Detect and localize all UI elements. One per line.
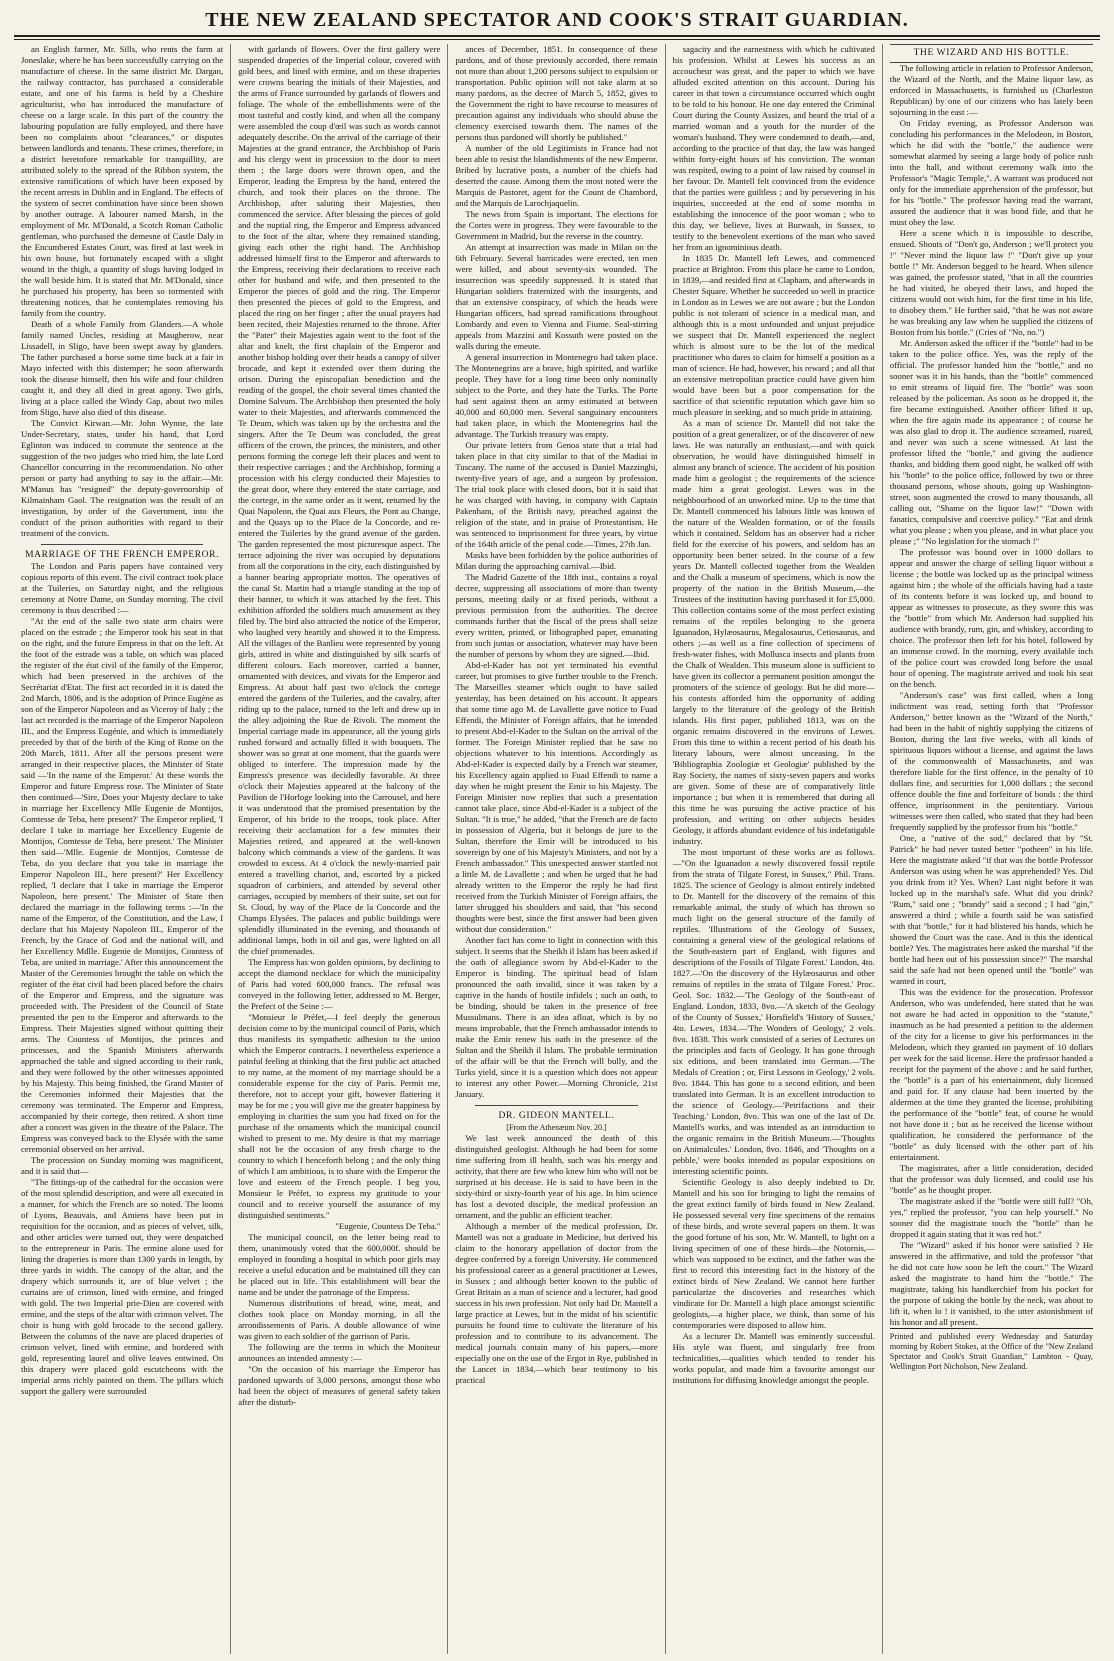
article-paragraph: The following article in relation to Professor Anderson, the Wizard of the North, and the Maine liquor law, as enforced in Massachusetts, is furnished us (Charleston Republican) by one of our citizens who has lately been sojourning in the east :— [889, 63, 1093, 117]
letter-signature: "Eugenie, Countess De Teba." [335, 1221, 441, 1231]
article-paragraph: The procession on Sunday morning was magnificent, and it is said that— [21, 1155, 224, 1176]
column-3 [448, 44, 665, 1654]
divider [41, 544, 203, 545]
article-paragraph: The magistrate asked if the "bottle were still full? "Oh, yes," replied the professor, "you can help yourself." No sooner did the magistrate touch the "bottle" than he dropped it again stating that it was red hot." [889, 1196, 1093, 1239]
article-paragraph: Our private letters from Genoa state that a trial had taken place in that city similar to that of the Madiai in Tuscany. The name of the accused is Daniel Mazzinghi, twenty-five years of age, and a surgeon by profession. The trial took place with closed doors, but it is said that he was charged with having, in company with Captain Pakenham, of the British navy, preached against the religion of the state, and in praise of Protestantism. He was sentenced to imprisonment for three years, by virtue of the 164th article of the penal code.—Times, 27th Jan. [455, 440, 658, 549]
article-paragraph: The following are the terms in which the Moniteur announces an intended amnesty :— [238, 1342, 441, 1363]
article-paragraph: Abd-el-Kader has not yet terminated his eventful career, but promises to give further trouble to the French. The Marseilles steamer which ought to have sailed yesterday, has been detained on his account. It appears that some time ago M. de Lavallette gave notice to Fuad Effendi, the Minister of Foreign affairs, that he intended to present Abd-el-Kader to the Sultan on the arrival of the former. The Foreign Minister replied that he saw no objections whatever to his intentions. Accordingly as Abd-el-Kader is expected daily by a French war steamer, his Excellency again applied to Fuad Effendi to name a day when he might present the Emir to his Majesty. The Foreign Minister now replies that such a presentation cannot take place, since Abd-el-Kader is a subject of the Sultan. "It is true," he added, "that the French are de facto in possession of Algeria, but it belongs de jure to the Sultan, therefore the Emir will be introduced to his sovereign by one of his Majesty's Ministers, and not by a French ambassador." This unexpected answer startled not a little M. de Lavallette ; and when he urged that he had already written to the Emperor the reply he had first received from the Turkish Minister of Foreign affairs, the latter shrugged his shoulders and said, that "his second thoughts were best, since the first answer had been given without due consideration." [455, 660, 658, 934]
article-paragraph: "On the occasion of his marriage the Emperor has pardoned upwards of 3,000 persons, amongst those who had been the object of measures of general safety taken after the disturb- [238, 1364, 441, 1407]
headline-mantell: DR. GIDEON MANTELL. [498, 1111, 615, 1121]
article-paragraph: This was the evidence for the prosecution. Professor Anderson, who was undefended, here stated that he was not aware he had acted in opposition to the "statute," inasmuch as he had presented a petition to the aldermen of the city for a license to give his performances in the Melodeon, which they granted on payment of 10 dollars per week for the said license. Here the professor handed a receipt for the payment of the above : and he said further, the "bottle" is a part of his entertainment, duly licensed and paid for. If any clause had been inserted by the aldermen at the time they granted the license, prohibiting the performance of the "bottle" feat, of course he would not have done it ; but as he received the license without qualification, he considered the performance of the "bottle" as duly licensed with the other part of his entertainment. [889, 987, 1093, 1162]
article-paragraph: As a lecturer Dr. Mantell was eminently successful. His style was fluent, and singularly free from technicalities,—qualities which tended to render his works popular, and made him a favourite amongst our institutions for diffusing knowledge amongst the people. [672, 1331, 875, 1385]
masthead-rule [14, 35, 1100, 40]
imprint: Printed and published every Wednesday and Saturday morning by Robert Stokes, at the Office of the "New Zealand Spectator and Cook's Strait Guardian," Lambton - Quay, Wellington Port Nicholson, New Zealand. [890, 1328, 1093, 1372]
article-paragraph: The London and Paris papers have contained very copious reports of this event. The civil contract took place at the Tuileries, on Saturday night, and the religious ceremony at Notre Dame, on Sunday morning. The civil ceremony is thus described :— [21, 561, 224, 615]
article-paragraph: An attempt at insurrection was made in Milan on the 6th February. Several barricades were erected, ten men were killed, and about seventy-six wounded. The insurrection was speedily suppressed. It is stated that Hungarian soldiers fraternized with the insurgents, and that an extensive conspiracy, of which the heads were Hungarian officers, had spread ramifications throughout Lombardy and even to Vienna and Fiume. Seal-stirring appeals from Mazzini and Kossuth were posted on the walls during the emeute. [455, 242, 658, 351]
article-paragraph: Death of a whole Family from Glanders.—A whole family named Uncles, residing at Maugherow, near Lissadell, in Sligo, have been swept away by glanders. The father purchased a horse some time back at a fair in Mayo infected with this distemper; he soon afterwards took the disease himself, then his wife and four children caught it, and they all died in great agony. Two girls, living at a place called the Windy Gap, about two miles from Sligo, have also died of this disease. [21, 319, 224, 417]
article-paragraph: "Anderson's case" was first called, when a long indictment was read, setting forth that "Professor Anderson," better known as the "Wizard of the North," had been in the habit of nightly supplying the citizens of Boston, during the last five weeks, with all kinds of spirituous liquors without a license, and against the laws of the commonwealth of Massachusetts, and was therefore liable for the first offence, in the penalty of 10 dollars fine, and securities for 1,000 dollars ; the second offence double the fine and forfeiture of bonds : the third offence, imprisonment in the penitentiary. Various witnesses were then called, who stated that they had been frequently supplied by the professor from his "bottle." [889, 690, 1093, 832]
article-paragraph: The "Wizard" asked if his honor were satisfied ? He answered in the affirmative, and told the professor "that he did not care how soon he left the court." The Wizard asked the magistrate to hand him the "bottle." The magistrate, taking his handkerchief from his pocket for the purpose of taking the bottle by the neck, was about to lift it, when lo ! it vanished, to the utter astonishment of his honor and all present. [889, 1240, 1093, 1327]
column-5 [883, 44, 1100, 1654]
article-paragraph: The Empress has won golden opinions, by declining to accept the diamond necklace for which the municipality of Paris had voted 600,000 francs. The refusal was conveyed in the following letter, addressed to M. Berger, the Prefect of the Seine :— [238, 957, 441, 1011]
column-4 [666, 44, 883, 1654]
article-paragraph: "Monsieur le Préfet,—I feel deeply the generous decision come to by the municipal council of Paris, which thus manifests its sympathetic adhesion to the union which the Emperor contracts. I nevertheless experience a painful feeling at thinking that the first public act attached to my name, at the moment of my marriage should be a considerable expense for the city of Paris. Permit me, therefore, not to accept your gift, however flattering it may be for me ; you will give me the greater happiness by employing in charities the sum you had fixed on for the purchase of the ornaments which the municipal council wished to present to me. My desire is that my marriage shall not be the occasion of any fresh charge to the country to which I henceforth belong ; and the only thing of which I am ambitious, is to share with the Emperor the love and esteem of the French people. I beg you, Monsieur le Préfet, to express my gratitude to your council and to receive yourself the assurance of my distinguished sentiments." [238, 1012, 441, 1220]
headline-marriage: MARRIAGE OF THE FRENCH EMPEROR. [25, 550, 220, 560]
article-paragraph: The magistrates, after a little consideration, decided that the professor was duly licensed, and could use his "bottle" as he thought proper. [889, 1163, 1093, 1195]
article-paragraph: As a man of science Dr. Mantell did not take the position of a great generalizer, or of the discoverer of new laws. He was naturally an enthusiast,—and with quick observation, he would have distinguished himself in almost any branch of science. The accident of his position made him a geologist ; the requirements of the science made him a great geologist. Lewes was in the neighbourhood of an unworked mine. Up to the time that Dr. Mantell commenced his labours little was known of the nature of the Wealden formation, or of the fossils which it contained. Seldom has an observer had a richer field for the exercise of his powers, and seldom has an opportunity been better seized. In the course of a few years Dr. Mantell collected together from the Wealden and the Chalk a museum of specimens, which is now the property of the nation in the British Museum,—the Trustees of the institution having purchased it for £5,000. This collection contains some of the most perfect existing remains of the reptiles belonging to the genera Iguanadon, Hylæosaurus, Megalosaurus, Cetiosaurus, and others ;—as well as a fine collection of specimens of fresh-water fishes, with Mollusca insects and plants from the Chalk of Wealden. This museum alone is sufficient to have given its collector a permanent position amongst the promoters of the science of geology. But he did more—his contests afforded him the opportunity of adding largely to the literature of the geology of the British islands. His first paper, published 1813, was on the organic remains discovered in the environs of Lewes. From this time to within a recent period of his death his literary labours, were almost unceasing. In the 'Bibliographia Zoologiæ et Geologiæ' published by the Ray Society, the names of sixty-seven papers and works are given. Some of these are of comparatively little importance ; but when it is remembered that during all this time he was pursuing the active practice of his profession, and writing on other subjects besides Geology, it affords abundant evidence of his indefatigable industry. [672, 418, 875, 846]
article-paragraph: Masks have been forbidden by the police authorities of Milan during the approaching carnival.—Ibid. [455, 550, 658, 571]
article-paragraph: Here a scene which it is impossible to describe, ensued. Shouts of "Don't go, Anderson ; we'll protect you !" "Never mind the liquor law !" "Don't give up your bottle !" Mr. Anderson begged to be heard. When silence was gained, the professor stated, "that in all the countries he had visited, he obeyed their laws, and hoped the citizens would not wish him, for the first time in his life, to disobey them." He further said, "that he was not aware he was breaking any law when he supplied the citizens of Boston from his bottle." (Cries of "No, no.") [889, 228, 1093, 337]
article-paragraph: Numerous distributions of bread, wine, meat, and clothes took place on Monday morning, in all the arrondissements of Paris. A double allowance of wine was given to each soldier of the garrison of Paris. [238, 1298, 441, 1341]
column-1 [14, 44, 231, 1654]
article-paragraph: ances of December, 1851. In consequence of these pardons, and of those previously accorded, there remain not more than about 1,200 persons subject to expulsion or transportation. Public opinion will not take alarm at so many pardons, as the decree of March 5, 1852, gives to the Government the right to have recourse to measures of precaution against any individuals who should abuse the clemency exercised towards them. The names of the persons thus pardoned will shortly be published." [455, 44, 658, 142]
article-paragraph: The professor was bound over in 1000 dollars to appear and answer the charge of selling liquor without a license ; the bottle was locked up as the principal witness against him ; the whole of the officials having had a taste of its contents before it was locked up, and bound to appear as witnesses to prosecute, as they swore this was the "bottle" from which Mr. Anderson had supplied his audience with brandy, rum, gin, and whiskey, according to choice. The professor then left for his hotel, followed by an immense crowd. In the morning, every available inch of the police court was crowded long before the usual hour of opening. The magistrate arrived and took his seat on the bench. [889, 547, 1093, 689]
article-paragraph: We last week announced the death of this distinguished geologist. Although he had been for some time suffering from ill health, such was his energy and activity, that there are few who knew him who will not be surprised at his decease. He is said to have been in the sixty-third or sixty-fourth year of his age. In him science has lost a devoted disciple, the medical profession an ornament, and the public an efficient teacher. [455, 1133, 658, 1220]
article-paragraph: The most important of these works are as follows.—"On the Iguanadon a newly discovered fossil reptile from the strata of Tilgate Forest, in Sussex," Phil. Trans. 1825. The science of Geology is almost entirely indebted to Dr. Mantell for the discovery of the remains of this remarkable animal, the study of which has thrown so much light on the general structure of the family of reptiles. 'Illustrations of the Geology of Sussex, containing a general view of the geological relations of the South-eastern part of England, with figures and descriptions of the Fossils of Tilgate Forest.' London, 4to. 1827.—'On the discovery of the Hylæosaurus and other remains of reptiles in the strata of Tilgate Forest.' Proc. Geol. Soc. 1832.—'The Geology of the South-east of England. London, 1833, 8vo.—'A sketch of the Geology of the County of Sussex,' Horsfield's 'History of Sussex,' 4to. Lewes, 1834.—'The Wonders of Geology,' 2 vols. 8vo. 1838. This work consisted of a series of Lectures on the principles and facts of Geology. It has gone through six editions, and been translated into German.—'The Medals of Creation ; or, First Lessons in Geology,' 2 vols. 8vo. 1844. This has gone to a second edition, and been translated into German. It is an excellent introduction to the science of Geology.—'Petrifactions and their Teaching.' London, 8vo. This was one of the last of Dr. Mantell's works, and was intended as an introduction to the organic remains in the British Museum.—'Thoughts on Animalcules.' London, 8vo. 1846, and 'Thoughts on a pebble,' were books intended as popular expositions on interesting scientific points. [672, 847, 875, 1176]
article-paragraph: "At the end of the salle two state arm chairs were placed on the estrade ; the Emperor took his seat in that on the right, and the future Empress in that on the left. At the foot of the estrade was a table, on which was placed the register of the état civil of the family of the Emperor, which had been preserved in the archives of the Secrétariat d'Etat. The first act recorded in it is dated the 2nd March, 1806, and is the adoption of Prince Eugène as son of the Emperor Napoleon and as Viceroy of Italy ; the last act recorded is the marriage of the Emperor Napoleon III., and the Empress Eugénie, and which is immediately preceded by that of the birth of the King of Rome on the 20th March, 1811. After all the persons present were arranged in their respective places, the Minister of State said —'In the name of the Emperor.' At these words the Emperor and future Empress rose. The Minister of State then continued—'Sire, Does your Majesty declare to take in marriage her Excellency Mlle Eugenie de Montijos, Comtesse de Teba, here present?' The Emperor replied, 'I declare I take in marriage her Excellency Eugenie de Montijos, Comtesse de Teba, here present.' The Minister then said—'Mlle. Eugenie de Montijos, Comtesse de Teba, do you declare that you take in marriage the Emperor Napoleon III., here present?' Her Excellency replied, 'I declare that I take in marriage the Emperor Napoleon, here present.' The Minister of State then declared the marriage in the following terms :—'In the name of the Emperor, of the Constitution, and the Law, I declare that his Majesty Napoleon III., Emperor of the French, by the Grace of God and the national will, and her Excellency Mdlle. Eugenie de Montijos, Countess of Teba, are united in marriage.' After this announcement the Master of the Ceremonies brought the table on which the register of the état civil had been placed before the chairs of the Emperor and Empress, and the signature was proceeded with. The President of the Council of State presented the pen to the Emperor and afterwards to the Empress. Their Majesties signed without quitting their arms. The Countess of Montijos, the princes and princesses, and the Spanish Ministers afterwards approached the table and signed according to their rank, and they were followed by the other witnesses appointed by his Majesty. This being finished, the Grand Master of the Ceremonies informed their Majesties that the ceremony was terminated. The Emperor and Empress, accompanied by their cortege, then retired. A short time after a concert was given in the theatre of the Palace. The Empress was conveyed back to the Elysée with the same ceremonial observed on her arrival. [21, 616, 224, 1154]
article-paragraph: In 1835 Dr. Mantell left Lewes, and commenced practice at Brighton. From this place he came to London, in 1839,—and resided first at Clapham, and afterwards in Chester Square. Whether he succeeded so well in practice in London as in Lewes we are not aware ; but the London public is not tolerant of science in a medical man, and although this is a most unfounded and unjust prejudice we suspect that Dr. Mantell experienced the neglect which is almost sure to be the lot of the medical practitioner who dares to claim for himself a position as a man of science. He had, however, his reward ; and all that an extensive metropolitan practice could have given him would have been but a poor compensation for the sacrifice of that scientific reputation which gave him so much pleasure in seeking, and so much pride in attaining. [672, 253, 875, 417]
masthead: THE NEW ZEALAND SPECTATOR AND COOK'S STRAIT GUARDIAN. [205, 9, 909, 31]
headline-box [890, 44, 1093, 63]
article-paragraph: A general insurrection in Montenegro had taken place. The Montenegrins are a brave, high spirited, and warlike people. They have for a long time been only nominally subject to the Porte, and they hate the Turks. The Porte had sent against them an army estimated at between 40,000 and 60,000 men. Several sanguinary encounters had taken place, in which the Montenegrins had the advantage. The Turkish treasury was empty. [455, 352, 658, 439]
article-paragraph: The Madrid Gazette of the 18th inst., contains a royal decree, suppressing all associations of more than twenty persons, meeting daily or at fixed periods, without a previous permission from the authorities. The decree commands further that the fiscal of the press shall seize every written, printed, or lithographed paper, emanating from such juntas or association, whatever may have been the number of persons by whom they are signed.—Ibid. [455, 572, 658, 659]
source-line: [From the Athenæum Nov. 20.] [506, 1123, 607, 1132]
article-paragraph: A number of the old Legitimists in France had not been able to resist the blandishments of the new Emperor. Bribed by lucrative posts, a number of the chiefs had deserted the cause. Among them the most noted were the Marquis de Pastoret, agent for the Count de Chambord, and the Marquis de Larochjaquelin. [455, 143, 658, 208]
article-paragraph: Scientific Geology is also deeply indebted to Dr. Mantell and his son for bringing to light the remains of the great extinct family of birds found in New Zealand. He possessed several very fine specimens of the remains of these birds, and wrote several papers on them. It was the good fortune of his son, Mr. W. Mantell, to light on a living specimen of one of these birds—the Notornis,—which was supposed to be extinct, and the father was the first to record this interesting fact in the history of the extinct birds of New Zealand. We cannot here further particularize the discoveries and researches which vindicate for Dr. Mantell a high place amongst scientific geologists,—a higher place, we think, than some of his contemporaries were disposed to allow him. [672, 1177, 875, 1330]
article-paragraph: Another fact has come to light in connection with this subject. It seems that the Sheikh il Islam has been asked if the oath of allegiance sworn by Abd-el-Kader to the Emperor is binding. The spiritual head of Islam pronounced the oath invalid, since it was taken by a captive in the hands of hostile infidels ; such an oath, to be binding, should be taken in the presence of free Mussulmans. There is an idea afloat, which is by no means improbable, that the French ambassador intends to make the Emir renew his oath in the presence of the Sultan and the Sheikh il Islam. The probable termination of the affair will be that the French will bully, and the Turks yield, since it is a question which does not appear to interest any other Power.—Morning Chronicle, 21st January. [455, 935, 658, 1099]
article-paragraph: an English farmer, Mr. Sills, who rents the farm at Joneslake, where he has been successfully carrying on the manufacture of cheese. In the same district Mr. Dargan, the railway contractor, has purchased a considerable estate, and one of his farms is held by a Cheshire agriculturist, who has introduced the manufacture of cheese on a large scale. In this part of the country the labouring population are fully employed, and there have been no complaints about "clearances," or disputes between landlords and tenants. These crimes, therefore, in a district heretofore remarkable for tranquillity, are attributed solely to the spread of the Ribbon system, the extensive ramifications of which have been exposed by the recent arrests in Dublin and in England. The effects of the system of secret combination have since been shown by another outrage. A labourer named Marsh, in the employment of Mr. M'Donald, a Scotch Roman Catholic gentleman, who purchased the demesne of Castle Daly in the Encumbered Estates Court, was fired at last week in his own house, but fortunately escaped with a slight wound in the thigh, a quantity of slugs having lodged in the wall beside him. It is stated that Mr. M'Donald, since he purchased his property, has been so tormented with threatening notices, that he contemplates removing his family from the country. [21, 44, 224, 318]
article-paragraph: One, a "native of the sod," declared that by "St. Patrick" he had never tasted better "potheen" in his life. Here the magistrate asked "if that was the bottle Professor Anderson was using when he was apprehended? Yes. Did you drink from it? Yes. When? Last night before it was locked up in the marshal's safe. What did you drink? "Rum," said one ; "brandy" said a second ; I had "gin," answered a third ; while a fourth said he was satisfied with that "bottle," for it had blistered his hands, which he showed the Court was the case. And is this the identical bottle? Yes. The magistrates here asked the marshal "if the bottle had been out of his possession since?" The marshal said the safe had not been opened until the "bottle" was wanted in court, [889, 833, 1093, 986]
column-2 [231, 44, 448, 1654]
article-paragraph: sagacity and the earnestness with which he cultivated his profession. Whilst at Lewes his success as an accoucheur was great, and the paper to which we have alluded excited attention on this account. During his career in that town a circumstance occurred which ought to be told to his honour. He one day entered the Criminal Court during the County Assizes, and heard the trial of a married woman and a youth for the murder of the woman's husband. They were condemned to death,—and, according to the practice of that day, the law was hanged within forty-eight hours of his conviction. The woman was respited, owing to a point of law raised by counsel in her favour. Dr. Mantell felt convinced from the evidence that the parties were guiltless ; and by persevering in his inquiries, succeeded at the end of some months in establishing the innocence of the poor woman ; who to this day, we believe, lives at Burwash, in Sussex, to testify to the benevolent exertions of the man who saved her from an ignominious death. [672, 44, 875, 252]
article-paragraph: The municipal council, on the letter being read to them, unanimously voted that the 600,000f. should be employed in founding a hospital in which poor girls may receive a useful education and be maintained till they can be placed out in life. This establishment will bear the name and be under the patronage of the Empress. [238, 1232, 441, 1297]
article-paragraph: Although a member of the medical profession, Dr. Mantell was not a graduate in Medicine, but derived his claim to the honorary appellation of doctor from the degree conferred by a foreign University. He commenced his professional career as a general practitioner at Lewes, in Sussex ; and although better known to the public of Great Britain as a man of science and a lecturer, had good success in his own profession. Not only had Dr. Mantell a large practice at Lewes, but in the midst of his scientific pursuits he found time to cultivate the literature of his profession and to contribute to its advancement. The medical journals contain many of his papers,—more especially one on the use of the Ergot in Rye, published in the Lancet in 1834,—which bear testimony to his practical [455, 1221, 658, 1385]
article-paragraph: On Friday evening, as Professor Anderson was concluding his performances in the Melodeon, in Boston, which he did with the "bottle," the audience were somewhat alarmed by seeing a large body of police rush into the hall, and without ceremony walk into the Professor's "Magic Temple,". A warrant was produced not only for the immediate apprehension of the professor, but for his "bottle." The professor having read the warrant, assured the audience that it was bond fide, and that he must obey the law. [889, 118, 1093, 227]
article-paragraph: "The fittings-up of the cathedral for the occasion were of the most splendid description, and were all executed in a manner, for which the French are so noted. The looms of Lyons, Beauvais, and Amiens have been put in requisition for the occasion, and as pieces of velvet, silk, and other articles were turned out, they were despatched to the entrepreneur in Paris. The ermine alone used for lining the draperies is more than 1300 yards in length, by three yards in width. The canopy of the altar, and the drapery which surrounds it, are of blue velvet ; the curtains are of crimson, lined with ermine, and fringed with gold. The two Imperial prie-Dieu are covered with ermine, and the steps of the altar with crimson velvet. The choir is hung with gold brocade to the second gallery. Between the columns of the nave are placed draperies of crimson velvet, lined with ermine, and bordered with gold, representing laurel and olive leaves entwined. On this drapery were placed gold escutcheons with the imperial arms richly painted on them. The pillars which support the gallery were surrounded [21, 1177, 224, 1396]
headline-wizard: THE WIZARD AND HIS BOTTLE. [913, 48, 1070, 58]
divider [475, 1105, 637, 1106]
article-paragraph: The Convict Kirwan.—Mr. John Wynne, the late Under-Secretary, states, under his hand, that Lord Eglinton was induced to commute the sentence at the suggestion of the two judges who tried him, the late Lord Chancellor concurring in the recommendation. No other person or party had anything to say in the affair.—Mr. M'Manus has "resigned" the deputy-governorship of Kilmainham Gaol. The resignation was the result of an investigation, by order of the Government, into the conduct of the prison authorities with regard to their treatment of the convicts. [21, 418, 224, 538]
article-paragraph: The news from Spain is important. The elections for the Cortes were in progress. They were favourable to the Government in Madrid, but the reverse in the country. [455, 209, 658, 241]
article-paragraph: Mr. Anderson asked the officer if the "bottle" had to be taken to the police office. Yes, was the reply of the official. The professor handed him the "bottle," and no sooner was it in his hands, than the "bottle" commenced to emit streams of liquid fire. The "bottle" was soon released by the policeman. As soon as he dropped it, the fire became extinguished. Another officer lifted it up, when the fire again made its appearance ; of course he was also glad to drop it. The audience screamed, roared, and never was such a scene witnessed. At last the professor lifted the "bottle," and giving the audience thanks, and bidding them good night, he walked off with his "bottle" to the police office, followed by two or three thousand persons, whose shouts, going up Washington-street, soon augmented the crowd to many thousands, all calling out, "Shame on the liquor law!" "Down with fanatics, compulsive and coercive policy." "Eat and drink what you please ; when you please, and in what place you please ;" "No legislation for the stomach !" [889, 338, 1093, 546]
article-paragraph: with garlands of flowers. Over the first gallery were suspended draperies of the Imperial colour, covered with gold bees, and lined with ermine, and on these draperies were crowns bearing the initials of their Majesties, and the arms of France surrounded by garlands of flowers and foliage. The whole of the embellishments were of the most tasteful and costly kind, and when all the company were assembled the coup d'œil was such as words cannot adequately describe. On the arrival of the carriage of their Majesties at the grand entrance, the Archbishop of Paris and his clergy went in procession to the door to meet them ; the large doors were thrown open, and the Emperor, leading the Empress by the hand, entered the church, and took their places on the throne. The Archbishop, after saluting their Majesties, then commenced the service. After blessing the pieces of gold and the nuptial ring, the Emperor and Empress advanced to the foot of the altar, where they remained standing, giving each other the right hand. The Archbishop addressed himself first to the Emperor and afterwards to the Empress, receiving their declarations to receive each other for husband and wife, and then presented to the Emperor the pieces of gold and the ring. The Emperor then presented the pieces of gold to the Empress, and placed the ring on her finger ; after the usual prayers had been recited, their Majesties returned to the throne. After the "Pater" their Majesties again went to the foot of the altar and knelt, the first chaplain of the Emperor and another bishop holding over their heads a canopy of silver brocade, and kept it extended over them during the orison. During the episcopalian benediction and the reading of the gospel, the choir several times chanted the Domine Salvum. The Archbishop then presented the holy water to their Majesties, and afterwards commenced the Te Deum, which was taken up by the orchestra and the singers. After the Te Deum was concluded, the great officers of the crown, the princes, the ministers, and other persons forming the cortege left their places and went to their respective carriages ; and the Archbishop, forming a procession with his clergy conducted their Majesties to the great door, where they entered the state carriage, and the cortege, in the same order as it went, returned by the Quai Napoleon, the Quai aux Fleurs, the Pont au Change, and the Quays up to the Place de la Concorde, and re-entered the Tuileries by the grand avenue of the garden. The garden represented the most picturesque aspect. The terrace adjoining the river was occupied by deputations from all the corporations in the city, each distinguished by a banner bearing appropriate mottos. The operatives of the canal St. Martin had a triangle standing at the top of their banner, to which it was attached by the feet. This exhibition afforded the soldiers much amusement as they filed by. The bird also attracted the notice of the Emperor, who laughed very heartily and showed it to the Empress. All the villages of the Banlieu were represented by young girls, attired in white and distinguished by silk scarfs of different colours. Each moreover, carried a banner, ornamented with devices, and vivats for the Emperor and Empress. At about half past two o'clock the cortege entered the gardens of the Tuileries, and the cavalry, after riding up to the palace, turned to the left and drew up in the alley adjoining the Rue de Rivoli. The moment the Imperial carriage made its appearance, all the young girls rushed forward and actually filled it with bouquets. The shower was so great at one moment, that the guards were obliged to interfere. The impression made by the Empress's presence was decidedly favorable. At three o'clock their Majesties appeared at the balcony of the Pavilion de l'Horloge looking into the Carrousel, and here it was understood that the promised presentation by the Emperor, of his bride to the troops, took place. After receiving their acclamation for a few minutes their Majesties retired, and appeared at the well-known balcony which commands a view of the gardens. It was crowded to excess. At 4 o'clock the newly-married pair entered a travelling chariot, and, escorted by a picked squadron of carbiniers, and attended by several other carriages, occupied by members of their suite, set out for St. Cloud, by way of the Place de la Concorde and the Champs Elysées. The palaces and public buildings were splendidly illuminated in the evening, and thousands of additional lamps, both in oil and gas, were lighted on all the chief promenades. [238, 44, 441, 956]
columns [14, 44, 1100, 1654]
